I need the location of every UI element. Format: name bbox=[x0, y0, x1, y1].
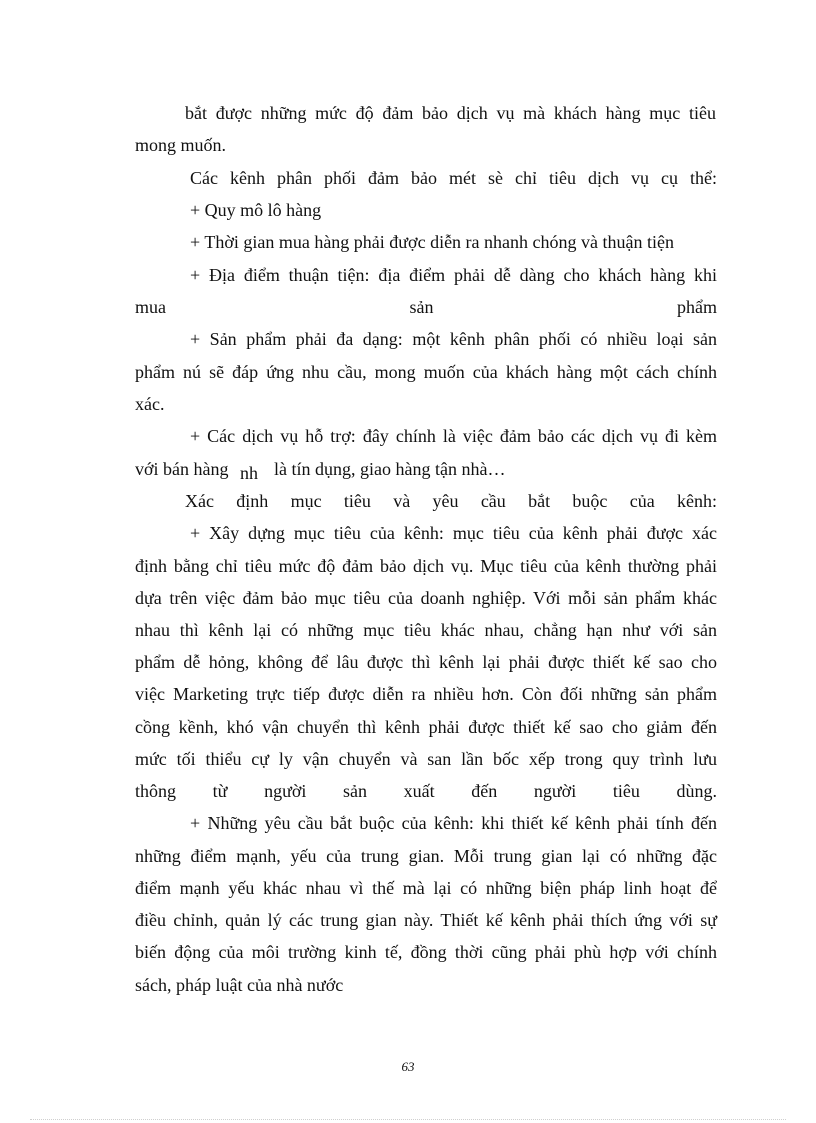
text-line: mức tối thiểu cự ly vận chuyển và san lần bốc xếp trong quy trình lưu bbox=[135, 749, 717, 769]
text-line: điều chỉnh, quản lý các trung gian này. Thiết kế kênh phải thích ứng với sự bbox=[135, 910, 717, 930]
text-line: + Địa điểm thuận tiện: địa điểm phải dễ dàng cho khách hàng khi bbox=[190, 265, 717, 285]
text-line: sách, pháp luật của nhà nước bbox=[135, 975, 344, 995]
text-line: phẩm dễ hỏng, không để lâu được thì kênh lại phải được thiết kế sao cho bbox=[135, 652, 717, 672]
text-line: Xác định mục tiêu và yêu cầu bắt buộc của kênh: bbox=[185, 491, 717, 511]
text-line: những điểm mạnh, yếu của trung gian. Mỗi trung gian lại có những đặc bbox=[135, 846, 717, 866]
page-number: 63 bbox=[401, 1059, 415, 1074]
text-line: + Thời gian mua hàng phải được diễn ra nhanh chóng và thuận tiện bbox=[190, 232, 674, 252]
text-line: bắt được những mức độ đảm bảo dịch vụ mà khách hàng mục tiêu bbox=[185, 103, 716, 123]
text-fragment: nh bbox=[240, 463, 258, 483]
text-line: việc Marketing trực tiếp được diễn ra nhiều hơn. Còn đối những sản phẩm bbox=[135, 684, 717, 704]
text-line: thông từ người sản xuất đến người tiêu dùng. bbox=[135, 781, 717, 801]
text-line: điểm mạnh yếu khác nhau vì thế mà lại có những biện pháp linh hoạt để bbox=[135, 878, 717, 898]
text-line: Các kênh phân phối đảm bảo mét sè chỉ tiêu dịch vụ cụ thể: bbox=[190, 168, 717, 188]
text-line: là tín dụng, giao hàng tận nhà… bbox=[274, 459, 506, 479]
text-line: cồng kềnh, khó vận chuyển thì kênh phải được thiết kế sao cho giảm đến bbox=[135, 717, 717, 737]
text-line: với bán hàng bbox=[135, 459, 229, 479]
text-line: + Các dịch vụ hỗ trợ: đây chính là việc đảm bảo các dịch vụ đi kèm bbox=[190, 426, 717, 446]
text-line: phẩm nú sẽ đáp ứng nhu cầu, mong muốn của khách hàng một cách chính bbox=[135, 362, 717, 382]
text-line: biến động của môi trường kinh tế, đồng thời cũng phải phù hợp với chính bbox=[135, 942, 717, 962]
text-line: mong muốn. bbox=[135, 135, 227, 155]
text-line: + Xây dựng mục tiêu của kênh: mục tiêu của kênh phải được xác bbox=[190, 523, 717, 543]
text-line: định bằng chỉ tiêu mức độ đảm bảo dịch vụ. Mục tiêu của kênh thường phải bbox=[135, 556, 717, 576]
text-line: + Sản phẩm phải đa dạng: một kênh phân phối có nhiều loại sản bbox=[190, 329, 717, 349]
text-line: + Quy mô lô hàng bbox=[190, 200, 322, 220]
text-line: dựa trên việc đảm bảo mục tiêu của doanh nghiệp. Với mỗi sản phẩm khác bbox=[135, 588, 717, 608]
page-bottom-divider bbox=[30, 1119, 786, 1120]
text-line: mua sản phẩm bbox=[135, 297, 717, 317]
text-line: nhau thì kênh lại có những mục tiêu khác nhau, chẳng hạn như với sản bbox=[135, 620, 717, 640]
text-line: xác. bbox=[135, 394, 165, 414]
text-line: + Những yêu cầu bắt buộc của kênh: khi thiết kế kênh phải tính đến bbox=[190, 813, 717, 833]
